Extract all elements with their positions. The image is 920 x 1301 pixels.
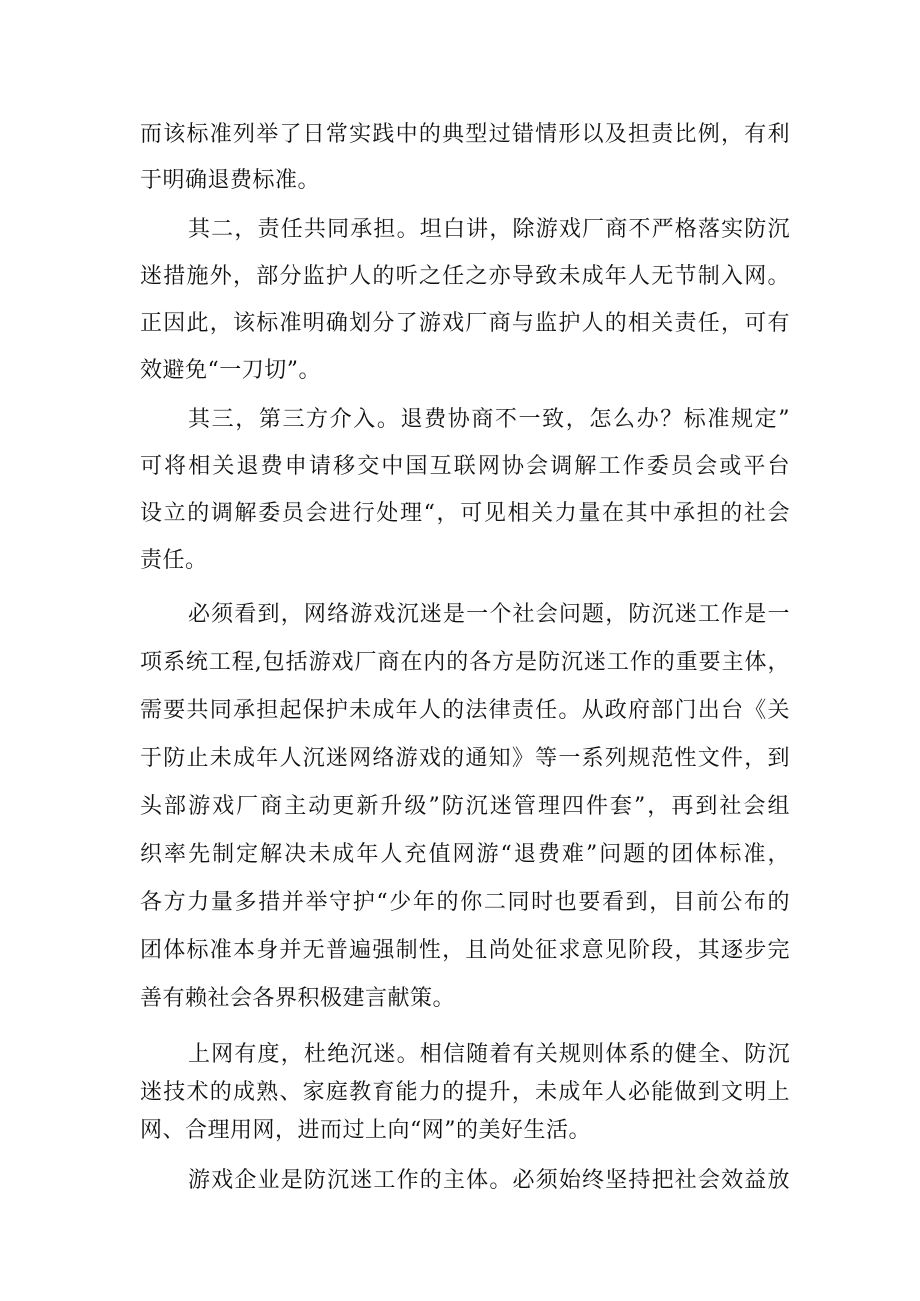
paragraph-start-line: 游戏企业是防沉迷工作的主体。必须始终坚持把社会效益放 xyxy=(188,1168,790,1193)
paragraph-start-line: 其三，第三方介入。退费协商不一致，怎么办？标准规定” xyxy=(188,407,790,432)
text-line: 团体标准本身并无普遍强制性，且尚处征求意见阶段，其逐步完 xyxy=(140,938,790,963)
paragraph-start-line: 必须看到，网络游戏沉迷是一个社会问题，防沉迷工作是一 xyxy=(188,602,790,627)
text-line: 迷措施外，部分监护人的听之任之亦导致未成年人无节制入网。 xyxy=(140,264,790,289)
text-line: 网、合理用网，进而过上向“网”的美好生活。 xyxy=(140,1118,591,1143)
text-line: 责任。 xyxy=(140,548,208,573)
text-line: 善有赖社会各界积极建言献策。 xyxy=(140,986,456,1011)
text-line: 迷技术的成熟、家庭教育能力的提升，未成年人必能做到文明上 xyxy=(140,1080,790,1105)
text-line: 于明确退费标准。 xyxy=(140,168,321,193)
text-line: 头部游戏厂商主动更新升级”防沉迷管理四件套”，再到社会组 xyxy=(140,794,790,819)
paragraph-start-line: 其二，责任共同承担。坦白讲，除游戏厂商不严格落实防沉 xyxy=(188,217,790,242)
text-line: 织率先制定解决未成年人充值网游“退费难”问题的团体标准， xyxy=(140,842,790,867)
text-line: 可将相关退费申请移交中国互联网协会调解工作委员会或平台 xyxy=(140,454,790,479)
text-line: 设立的调解委员会进行处理“，可见相关力量在其中承担的社会 xyxy=(140,501,790,526)
text-line: 而该标准列举了日常实践中的典型过错情形以及担责比例，有利 xyxy=(140,122,790,147)
text-line: 正因此，该标准明确划分了游戏厂商与监护人的相关责任，可有 xyxy=(140,311,790,336)
text-line: 项系统工程,包括游戏厂商在内的各方是防沉迷工作的重要主体， xyxy=(140,650,790,675)
text-line: 各方力量多措并举守护“少年的你二同时也要看到，目前公布的 xyxy=(140,890,790,915)
text-line: 效避免“一刀切”。 xyxy=(140,358,321,383)
text-line: 需要共同承担起保护未成年人的法律责任。从政府部门出台《关 xyxy=(140,698,790,723)
text-line: 于防止未成年人沉迷网络游戏的通知》等一系列规范性文件，到 xyxy=(140,746,790,771)
paragraph-start-line: 上网有度，杜绝沉迷。相信随着有关规则体系的健全、防沉 xyxy=(188,1042,790,1067)
